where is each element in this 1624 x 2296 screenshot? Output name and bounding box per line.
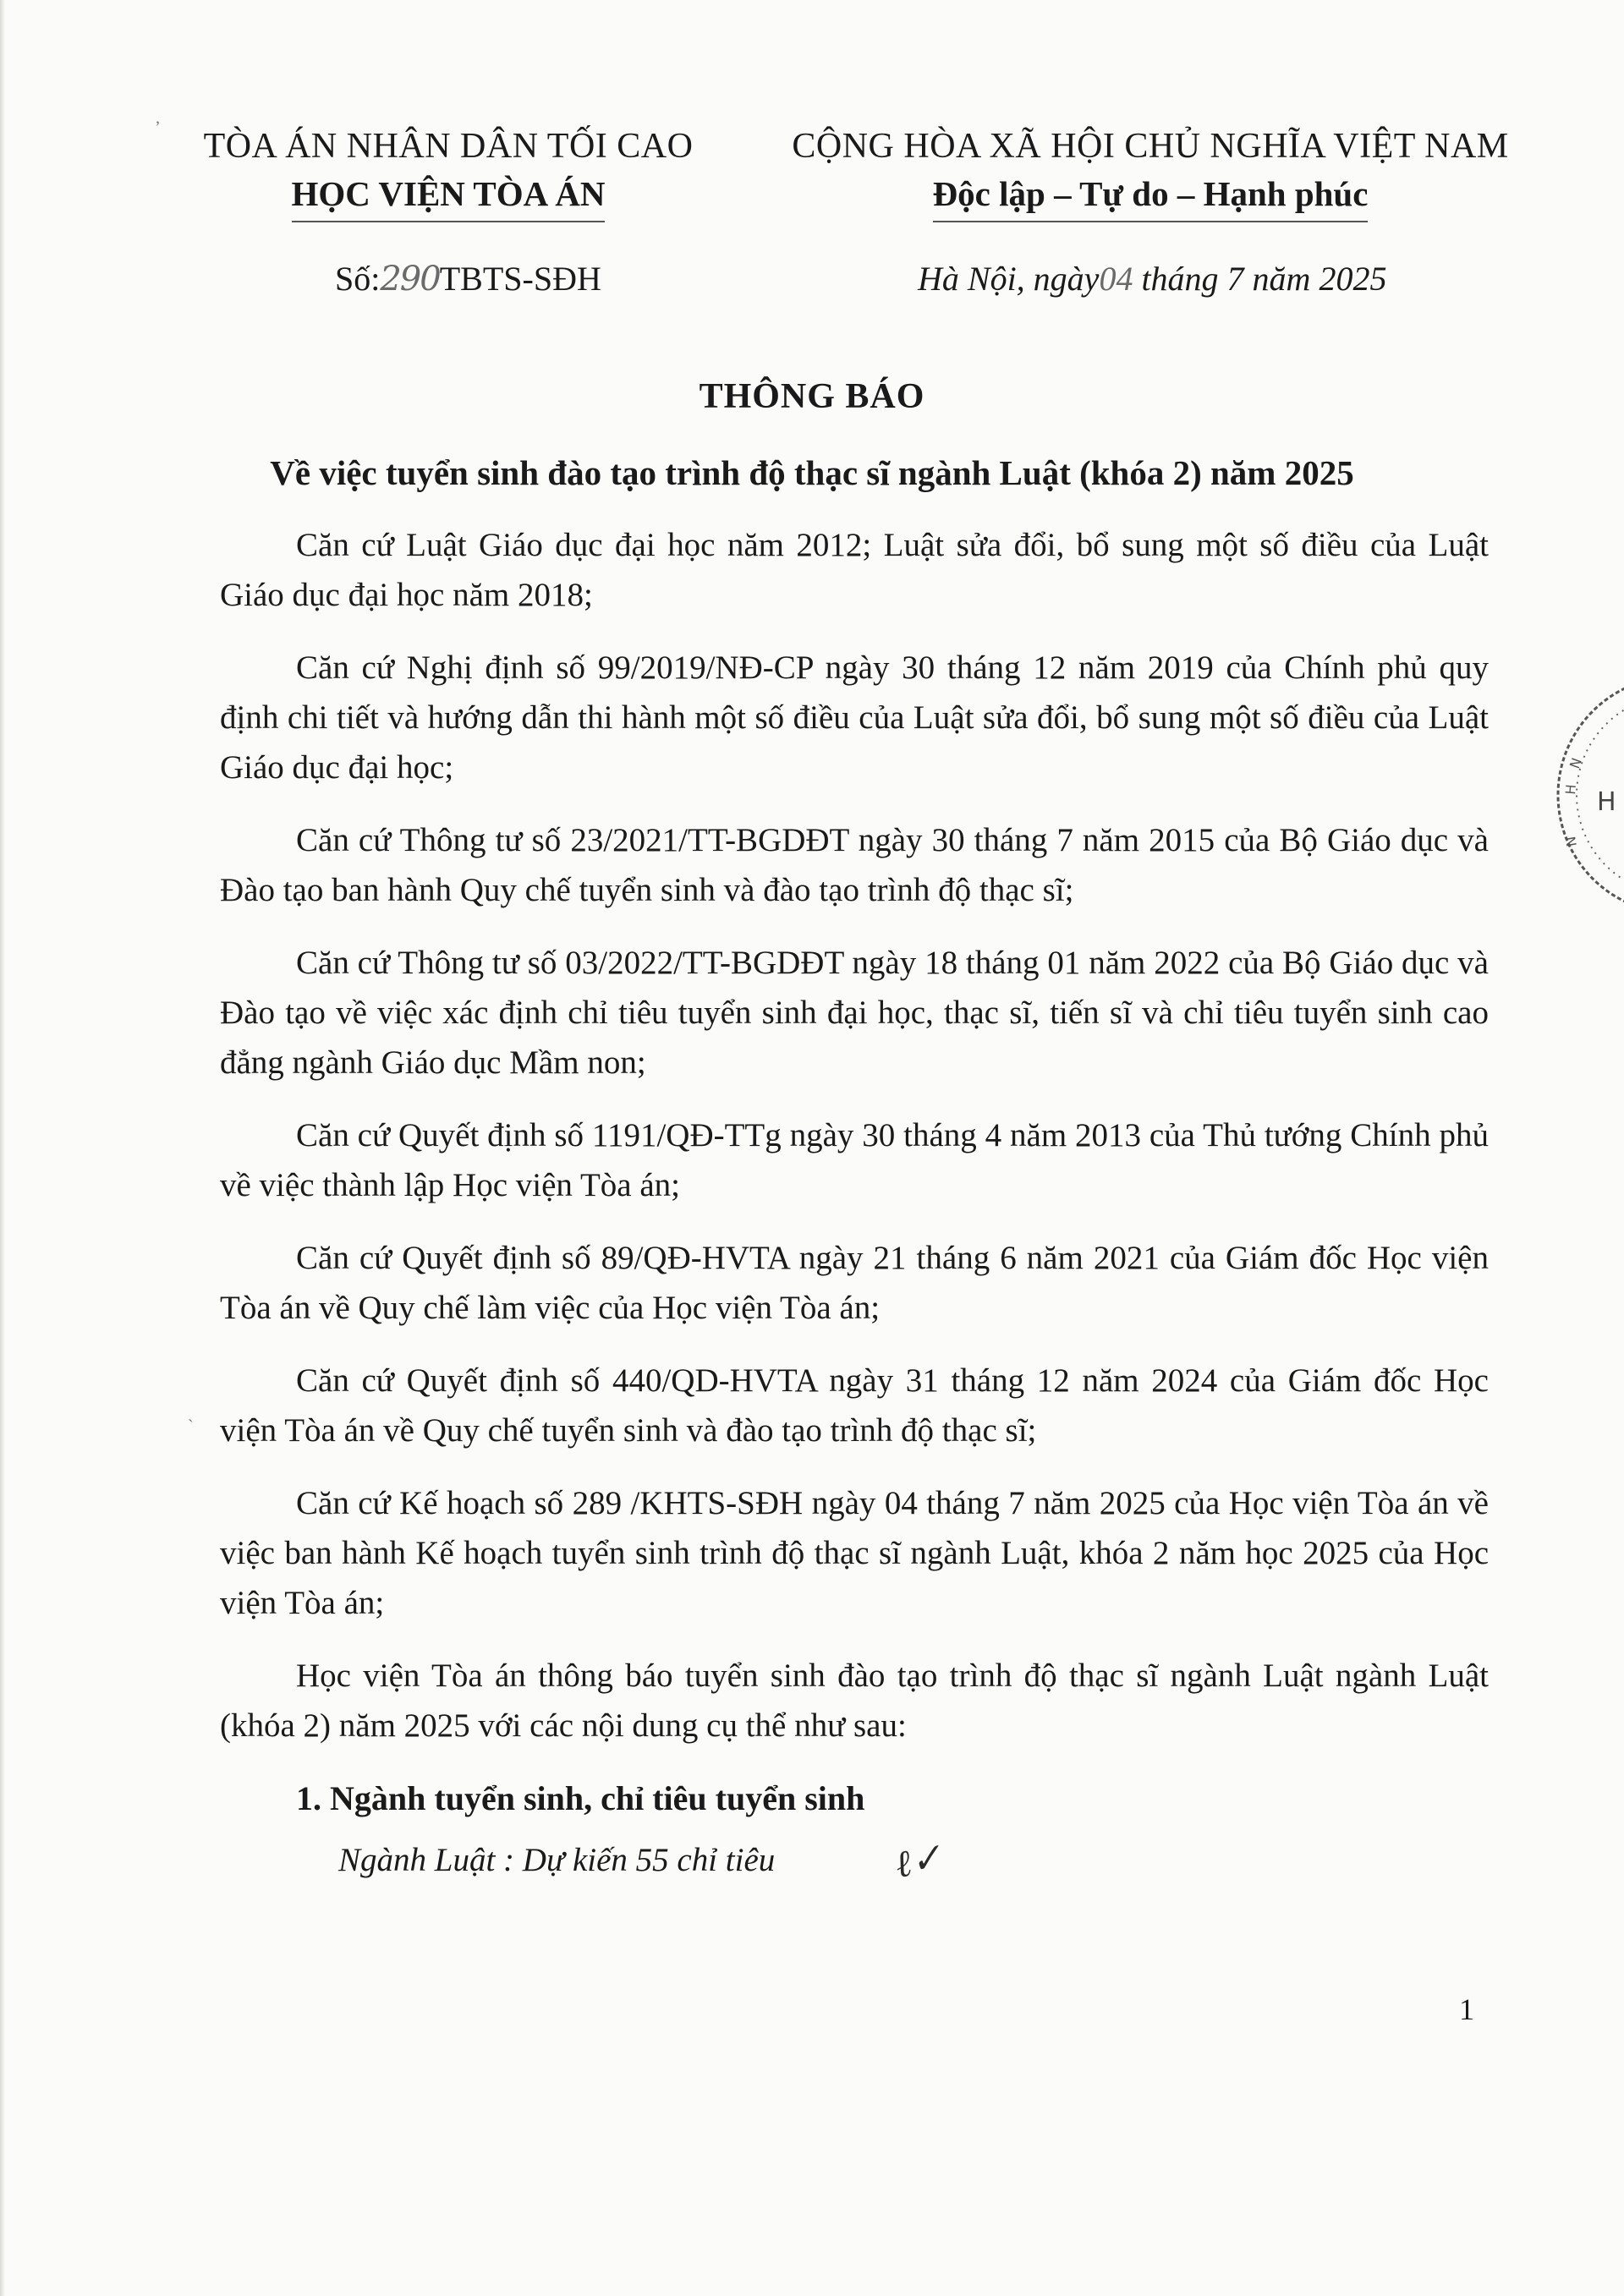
agency-name: HỌC VIỆN TÒA ÁN [292,170,606,222]
document-number [335,258,601,300]
national-motto: Độc lập – Tự do – Hạnh phúc [933,170,1369,222]
announcement-paragraph: Học viện Tòa án thông báo tuyển sinh đào tạo trình độ thạc sĩ ngành Luật ngành Luật (khóa 2) năm 2025 với các nội dung cụ thể như sau: [220,1658,1489,1744]
svg-text:H: H [1597,787,1616,817]
date-prefix: Hà Nội, ngày [918,260,1100,298]
legal-basis-paragraph: Căn cứ Nghị định số 99/2019/NĐ-CP ngày 30 tháng 12 năm 2019 của Chính phủ quy định chi tiết và hướng dẫn thi hành một số điều của Luật sửa đổi, bổ sung một số điều của Luật Giáo dục đại học; [220,649,1489,786]
legal-basis-paragraph: Căn cứ Kế hoạch số 289 /KHTS-SĐH ngày 04 tháng 7 năm 2025 của Học viện Tòa án về việc ban hành Kế hoạch tuyển sinh trình độ thạc sĩ ngành Luật, khóa 2 năm học 2025 của Học viện Tòa án; [220,1485,1489,1621]
document-number-handwritten: 290 [380,260,440,299]
legal-basis-paragraph: Căn cứ Quyết định số 440/QD-HVTA ngày 31 tháng 12 năm 2024 của Giám đốc Học viện Tòa án về Quy chế tuyển sinh và đào tạo trình độ thạc sĩ; [220,1362,1489,1449]
page-number: 1 [1459,1992,1474,2026]
header-national-title [761,123,1539,222]
scan-speck: ʼ [155,118,161,137]
page-scan-edge [0,0,5,2296]
svg-text:N: N [1566,755,1585,771]
section-1-detail [220,1833,1489,1888]
section-1-detail-text: Ngành Luật : Dự kiến 55 chỉ tiêu [338,1842,776,1878]
document-body [220,520,1489,1888]
legal-basis-paragraph: Căn cứ Quyết định số 1191/QĐ-TTg ngày 30 tháng 4 năm 2013 của Thủ tướng Chính phủ về việc thành lập Học viện Tòa án; [220,1117,1489,1203]
header-issuing-agency [144,123,753,222]
scan-speck: ˏ [188,1404,194,1422]
document-number-prefix: Số: [335,260,381,298]
document-title: THÔNG BÁO [699,377,925,416]
country-name: CỘNG HÒA XÃ HỘI CHỦ NGHĨA VIỆT NAM [792,127,1509,166]
document-number-suffix: TBTS-SĐH [439,260,601,298]
svg-text:N: N [1562,835,1580,848]
legal-basis-paragraph: Căn cứ Quyết định số 89/QĐ-HVTA ngày 21 tháng 6 năm 2021 của Giám đốc Học viện Tòa án về Quy chế làm việc của Học viện Tòa án; [220,1240,1489,1326]
document-subtitle: Về việc tuyển sinh đào tạo trình độ thạc sĩ ngành Luật (khóa 2) năm 2025 [270,453,1354,492]
document-date [918,258,1386,300]
official-seal-icon [1550,668,1624,922]
agency-parent: TÒA ÁN NHÂN DÂN TỐI CAO [203,127,694,166]
legal-basis-paragraph: Căn cứ Thông tư số 23/2021/TT-BGDĐT ngày 30 tháng 7 năm 2015 của Bộ Giáo dục và Đào tạo ban hành Quy chế tuyển sinh và đào tạo trình độ thạc sĩ; [220,822,1489,908]
legal-basis-paragraph: Căn cứ Luật Giáo dục đại học năm 2012; Luật sửa đổi, bổ sung một số điều của Luật Giáo dục đại học năm 2018; [220,527,1489,613]
date-day-handwritten: 04 [1099,260,1133,298]
handwritten-initials-icon: ℓ✓ [891,1834,946,1888]
legal-basis-paragraph: Căn cứ Thông tư số 03/2022/TT-BGDĐT ngày 18 tháng 01 năm 2022 của Bộ Giáo dục và Đào tạo về việc xác định chỉ tiêu tuyển sinh đại học, thạc sĩ, tiến sĩ và chỉ tiêu tuyển sinh cao đẳng ngành Giáo dục Mầm non; [220,945,1489,1081]
section-1-heading: 1. Ngành tuyển sinh, chỉ tiêu tuyển sinh [296,1779,865,1817]
svg-text:H: H [1562,783,1580,796]
date-suffix: tháng 7 năm 2025 [1141,260,1387,298]
